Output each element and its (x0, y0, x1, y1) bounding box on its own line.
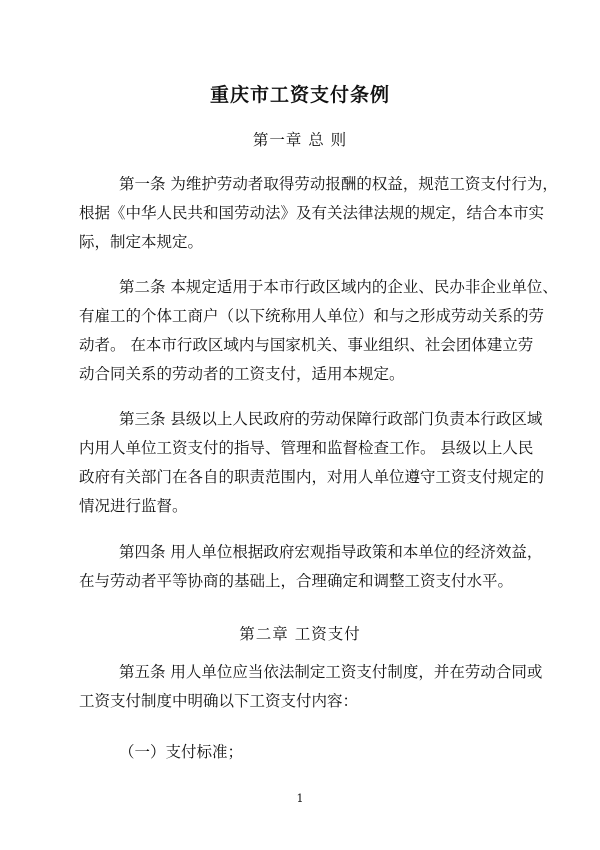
article-3-line: 情况进行监督。 (79, 497, 188, 515)
chapter-heading-1: 第一章 总 则 (252, 131, 348, 149)
article-2-line: 动合同关系的劳动者的工资支付，适用本规定。 (79, 365, 405, 383)
article-2 (79, 273, 558, 389)
article-1-line: 第一条 为维护劳动者取得劳动报酬的权益，规范工资支付行为， (119, 175, 558, 193)
chapter-heading-2: 第二章 工资支付 (239, 625, 361, 643)
article-4-line: 第四条 用人单位根据政府宏观指导政策和本单位的经济效益， (119, 543, 543, 561)
article-1 (79, 170, 558, 257)
document-title: 重庆市工资支付条例 (209, 84, 390, 106)
article-5-line: 第五条 用人单位应当依法制定工资支付制度，并在劳动合同或 (119, 663, 543, 681)
article-3-line: 第三条 县级以上人民政府的劳动保障行政部门负责本行政区域 (119, 410, 543, 428)
article-5-line: 工资支付制度中明确以下工资支付内容： (79, 692, 359, 710)
article-3-line: 内用人单位工资支付的指导、管理和监督检查工作。 县级以上人民 (79, 439, 534, 457)
article-4-line: 在与劳动者平等协商的基础上，合理确定和调整工资支付水平。 (79, 572, 514, 590)
article-2-line: 动者。 在本市行政区域内与国家机关、事业组织、社会团体建立劳 (79, 336, 534, 354)
article-5 (79, 658, 543, 716)
article-1-line: 根据《中华人民共和国劳动法》及有关法律法规的规定，结合本市实 (79, 204, 545, 222)
article-3-line: 政府有关部门在各自的职责范围内，对用人单位遵守工资支付规定的 (79, 468, 545, 486)
list-item-payment-standard: （一）支付标准； (119, 743, 244, 761)
article-3 (79, 405, 545, 521)
article-2-line: 第二条 本规定适用于本市行政区域内的企业、民办非企业单位、 (119, 278, 558, 296)
article-2-line: 有雇工的个体工商户（以下统称用人单位）和与之形成劳动关系的劳 (79, 307, 545, 325)
article-4 (79, 538, 543, 596)
article-1-line: 际，制定本规定。 (79, 233, 204, 251)
page-number: 1 (296, 792, 304, 805)
